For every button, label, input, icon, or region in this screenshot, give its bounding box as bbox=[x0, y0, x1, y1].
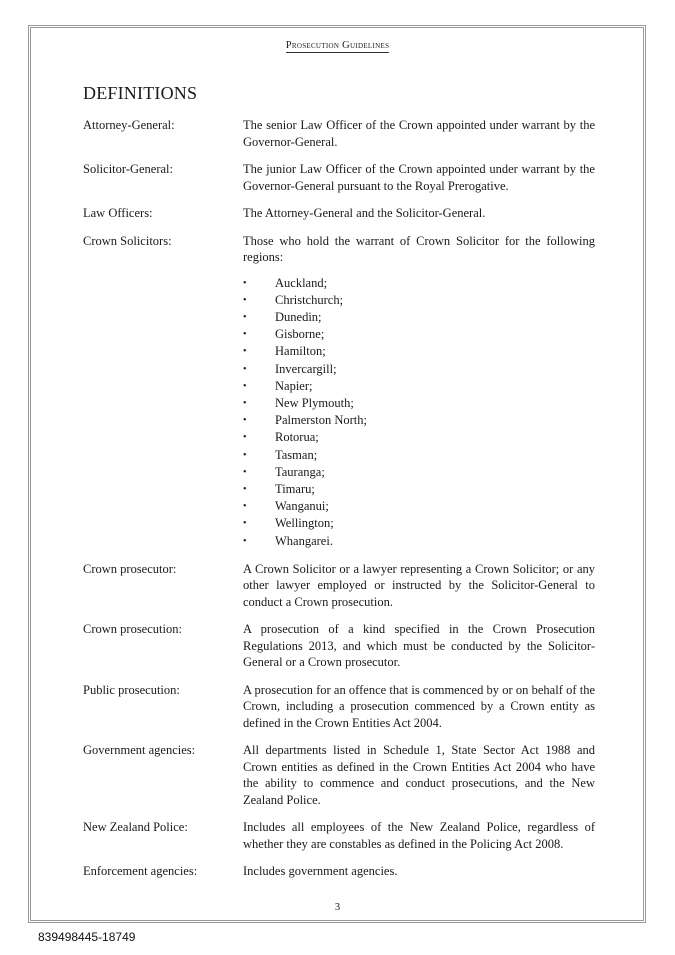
region-name: Auckland; bbox=[275, 275, 328, 290]
bullet-icon: • bbox=[243, 449, 247, 461]
region-name: Wanganui; bbox=[275, 499, 329, 514]
definition-term: Public prosecution: bbox=[83, 682, 180, 697]
definition-term: Solicitor-General: bbox=[83, 162, 173, 176]
bullet-icon: • bbox=[243, 501, 247, 513]
bullet-icon: • bbox=[243, 415, 247, 427]
region-name: Wellington; bbox=[275, 516, 334, 531]
list-item bbox=[243, 533, 595, 550]
bullet-icon: • bbox=[243, 466, 247, 478]
definition-text: Includes government agencies. bbox=[243, 864, 398, 879]
bullet-icon: • bbox=[243, 277, 247, 289]
list-item bbox=[243, 292, 595, 309]
definition-term: Enforcement agencies: bbox=[83, 864, 198, 879]
definition-row bbox=[83, 742, 595, 808]
definition-row bbox=[83, 863, 595, 880]
list-item bbox=[243, 309, 595, 326]
bullet-icon: • bbox=[243, 294, 247, 306]
region-name: Hamilton; bbox=[275, 344, 326, 359]
definition-row bbox=[83, 621, 595, 671]
region-name: Christchurch; bbox=[275, 292, 344, 307]
region-name: Dunedin; bbox=[275, 309, 322, 324]
list-item bbox=[243, 515, 595, 532]
list-item bbox=[243, 361, 595, 378]
bullet-icon: • bbox=[243, 483, 247, 495]
definition-text: A prosecution of a kind specified in the Crown Prosecution Regulations 2013, and which must be conducted by the Solicitor-General or a Crown prosecutor. bbox=[243, 622, 595, 670]
list-item bbox=[243, 447, 595, 464]
definition-term: Crown prosecutor: bbox=[83, 561, 177, 576]
definition-text: The Attorney-General and the Solicitor-General. bbox=[243, 206, 486, 220]
list-item bbox=[243, 429, 595, 446]
list-item bbox=[243, 464, 595, 481]
region-name: New Plymouth; bbox=[275, 395, 354, 410]
definition-row bbox=[83, 117, 595, 150]
definition-text: The junior Law Officer of the Crown appointed under warrant by the Governor-General pursuant to the Royal Prerogative. bbox=[243, 162, 595, 193]
definition-term: Attorney-General: bbox=[83, 118, 175, 132]
list-item bbox=[243, 326, 595, 343]
list-item bbox=[243, 481, 595, 498]
definition-term: Crown prosecution: bbox=[83, 622, 182, 637]
definition-term: Government agencies: bbox=[83, 743, 196, 758]
bullet-icon: • bbox=[243, 432, 247, 444]
definitions-list bbox=[83, 117, 595, 891]
list-item bbox=[243, 275, 595, 292]
definition-row bbox=[83, 682, 595, 732]
definition-term: Crown Solicitors: bbox=[83, 233, 172, 248]
region-name: Tauranga; bbox=[275, 464, 325, 479]
bullet-icon: • bbox=[243, 397, 247, 409]
page-number: 3 bbox=[334, 902, 341, 913]
region-name: Gisborne; bbox=[275, 327, 325, 342]
definition-text: Those who hold the warrant of Crown Solicitor for the following regions: bbox=[243, 233, 595, 264]
bullet-icon: • bbox=[243, 518, 247, 530]
definition-row bbox=[83, 819, 595, 852]
definition-text: A prosecution for an offence that is commenced by or on behalf of the Crown, including a prosecution commenced by a Crown entity as defined in the Crown Entities Act 2004. bbox=[243, 682, 595, 730]
section-title: DEFINITIONS bbox=[83, 83, 198, 103]
definition-row bbox=[83, 161, 595, 194]
definition-row bbox=[83, 205, 595, 222]
running-header bbox=[0, 40, 675, 51]
definition-text: A Crown Solicitor or a lawyer representing a Crown Solicitor; or any other lawyer employed or instructed by the Solicitor-General to conduct a Crown prosecution. bbox=[243, 561, 595, 609]
definition-text: The senior Law Officer of the Crown appointed under warrant by the Governor-General. bbox=[243, 118, 595, 149]
definition-row bbox=[83, 233, 595, 550]
definition-text: Includes all employees of the New Zealand Police, regardless of whether they are constables as defined in the Policing Act 2008. bbox=[243, 820, 595, 851]
bullet-icon: • bbox=[243, 329, 247, 341]
regions-list bbox=[243, 275, 595, 550]
list-item bbox=[243, 378, 595, 395]
bullet-icon: • bbox=[243, 363, 247, 375]
region-name: Tasman; bbox=[275, 447, 318, 462]
bullet-icon: • bbox=[243, 380, 247, 392]
list-item bbox=[243, 343, 595, 360]
list-item bbox=[243, 498, 595, 515]
list-item bbox=[243, 412, 595, 429]
region-name: Napier; bbox=[275, 378, 313, 393]
bullet-icon: • bbox=[243, 346, 247, 358]
document-id: 839498445-18749 bbox=[38, 930, 136, 944]
list-item bbox=[243, 395, 595, 412]
bullet-icon: • bbox=[243, 535, 247, 547]
bullet-icon: • bbox=[243, 311, 247, 323]
definition-row bbox=[83, 561, 595, 611]
region-name: Whangarei. bbox=[275, 533, 333, 548]
definition-term: Law Officers: bbox=[83, 206, 153, 220]
running-title: Prosecution Guidelines bbox=[285, 40, 390, 51]
region-name: Timaru; bbox=[275, 481, 315, 496]
definition-term: New Zealand Police: bbox=[83, 820, 188, 835]
definition-text: All departments listed in Schedule 1, State Sector Act 1988 and Crown entities as defined in the Crown Entities Act 2004 who have the ability to commence and conduct prosecutions, and the New Zealand Police. bbox=[243, 743, 595, 807]
region-name: Palmerston North; bbox=[275, 413, 368, 428]
region-name: Rotorua; bbox=[275, 430, 319, 445]
region-name: Invercargill; bbox=[275, 361, 337, 376]
